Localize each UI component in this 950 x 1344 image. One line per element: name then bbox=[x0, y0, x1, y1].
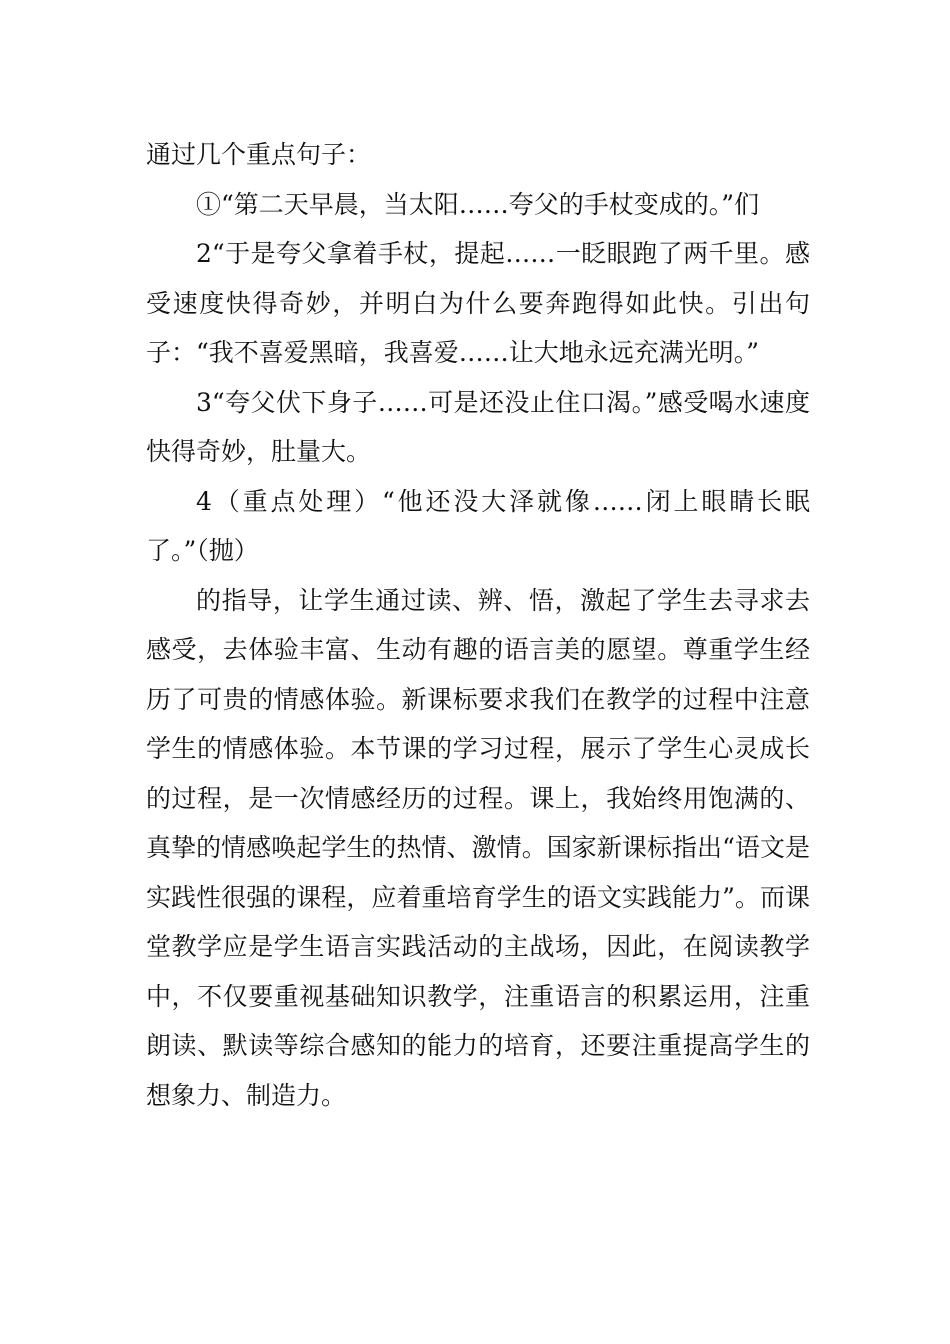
paragraph-sentence-3: 3“夸父伏下身子……可是还没止住口渴。”感受喝水速度快得奇妙，肚量大。 bbox=[146, 387, 810, 466]
paragraph-sentence-2: 2“于是夸父拿着手杖，提起……一眨眼跑了两千里。感受速度快得奇妙，并明白为什么要奔跑得如此快。引出句子：“我不喜爱黑暗，我喜爱……让大地永远充满光明。” bbox=[146, 239, 810, 367]
paragraph-reflection: 的指导，让学生通过读、辨、悟，激起了学生去寻求去感受，去体验丰富、生动有趣的语言美的愿望。尊重学生经历了可贵的情感体验。新课标要求我们在教学的过程中注意学生的情感体验。本节课的学习过程，展示了学生心灵成长的过程，是一次情感经历的过程。课上，我始终用饱满的、真挚的情感唤起学生的热情、激情。国家新课标指出“语文是实践性很强的课程，应着重培育学生的语文实践能力”。而课堂教学应是学生语言实践活动的主战场，因此，在阅读教学中，不仅要重视基础知识教学，注重语言的积累运用，注重朗读、默读等综合感知的能力的培育，还要注重提高学生的想象力、制造力。 bbox=[146, 585, 810, 1110]
paragraph-intro: 通过几个重点句子： bbox=[146, 140, 372, 169]
paragraph-sentence-4: 4（重点处理）“他还没大泽就像……闭上眼睛长眠了。”（抛） bbox=[146, 486, 810, 565]
document-body bbox=[146, 130, 810, 1120]
paragraph-sentence-1: ①“第二天早晨，当太阳……夸父的手杖变成的。”们 bbox=[196, 189, 760, 219]
